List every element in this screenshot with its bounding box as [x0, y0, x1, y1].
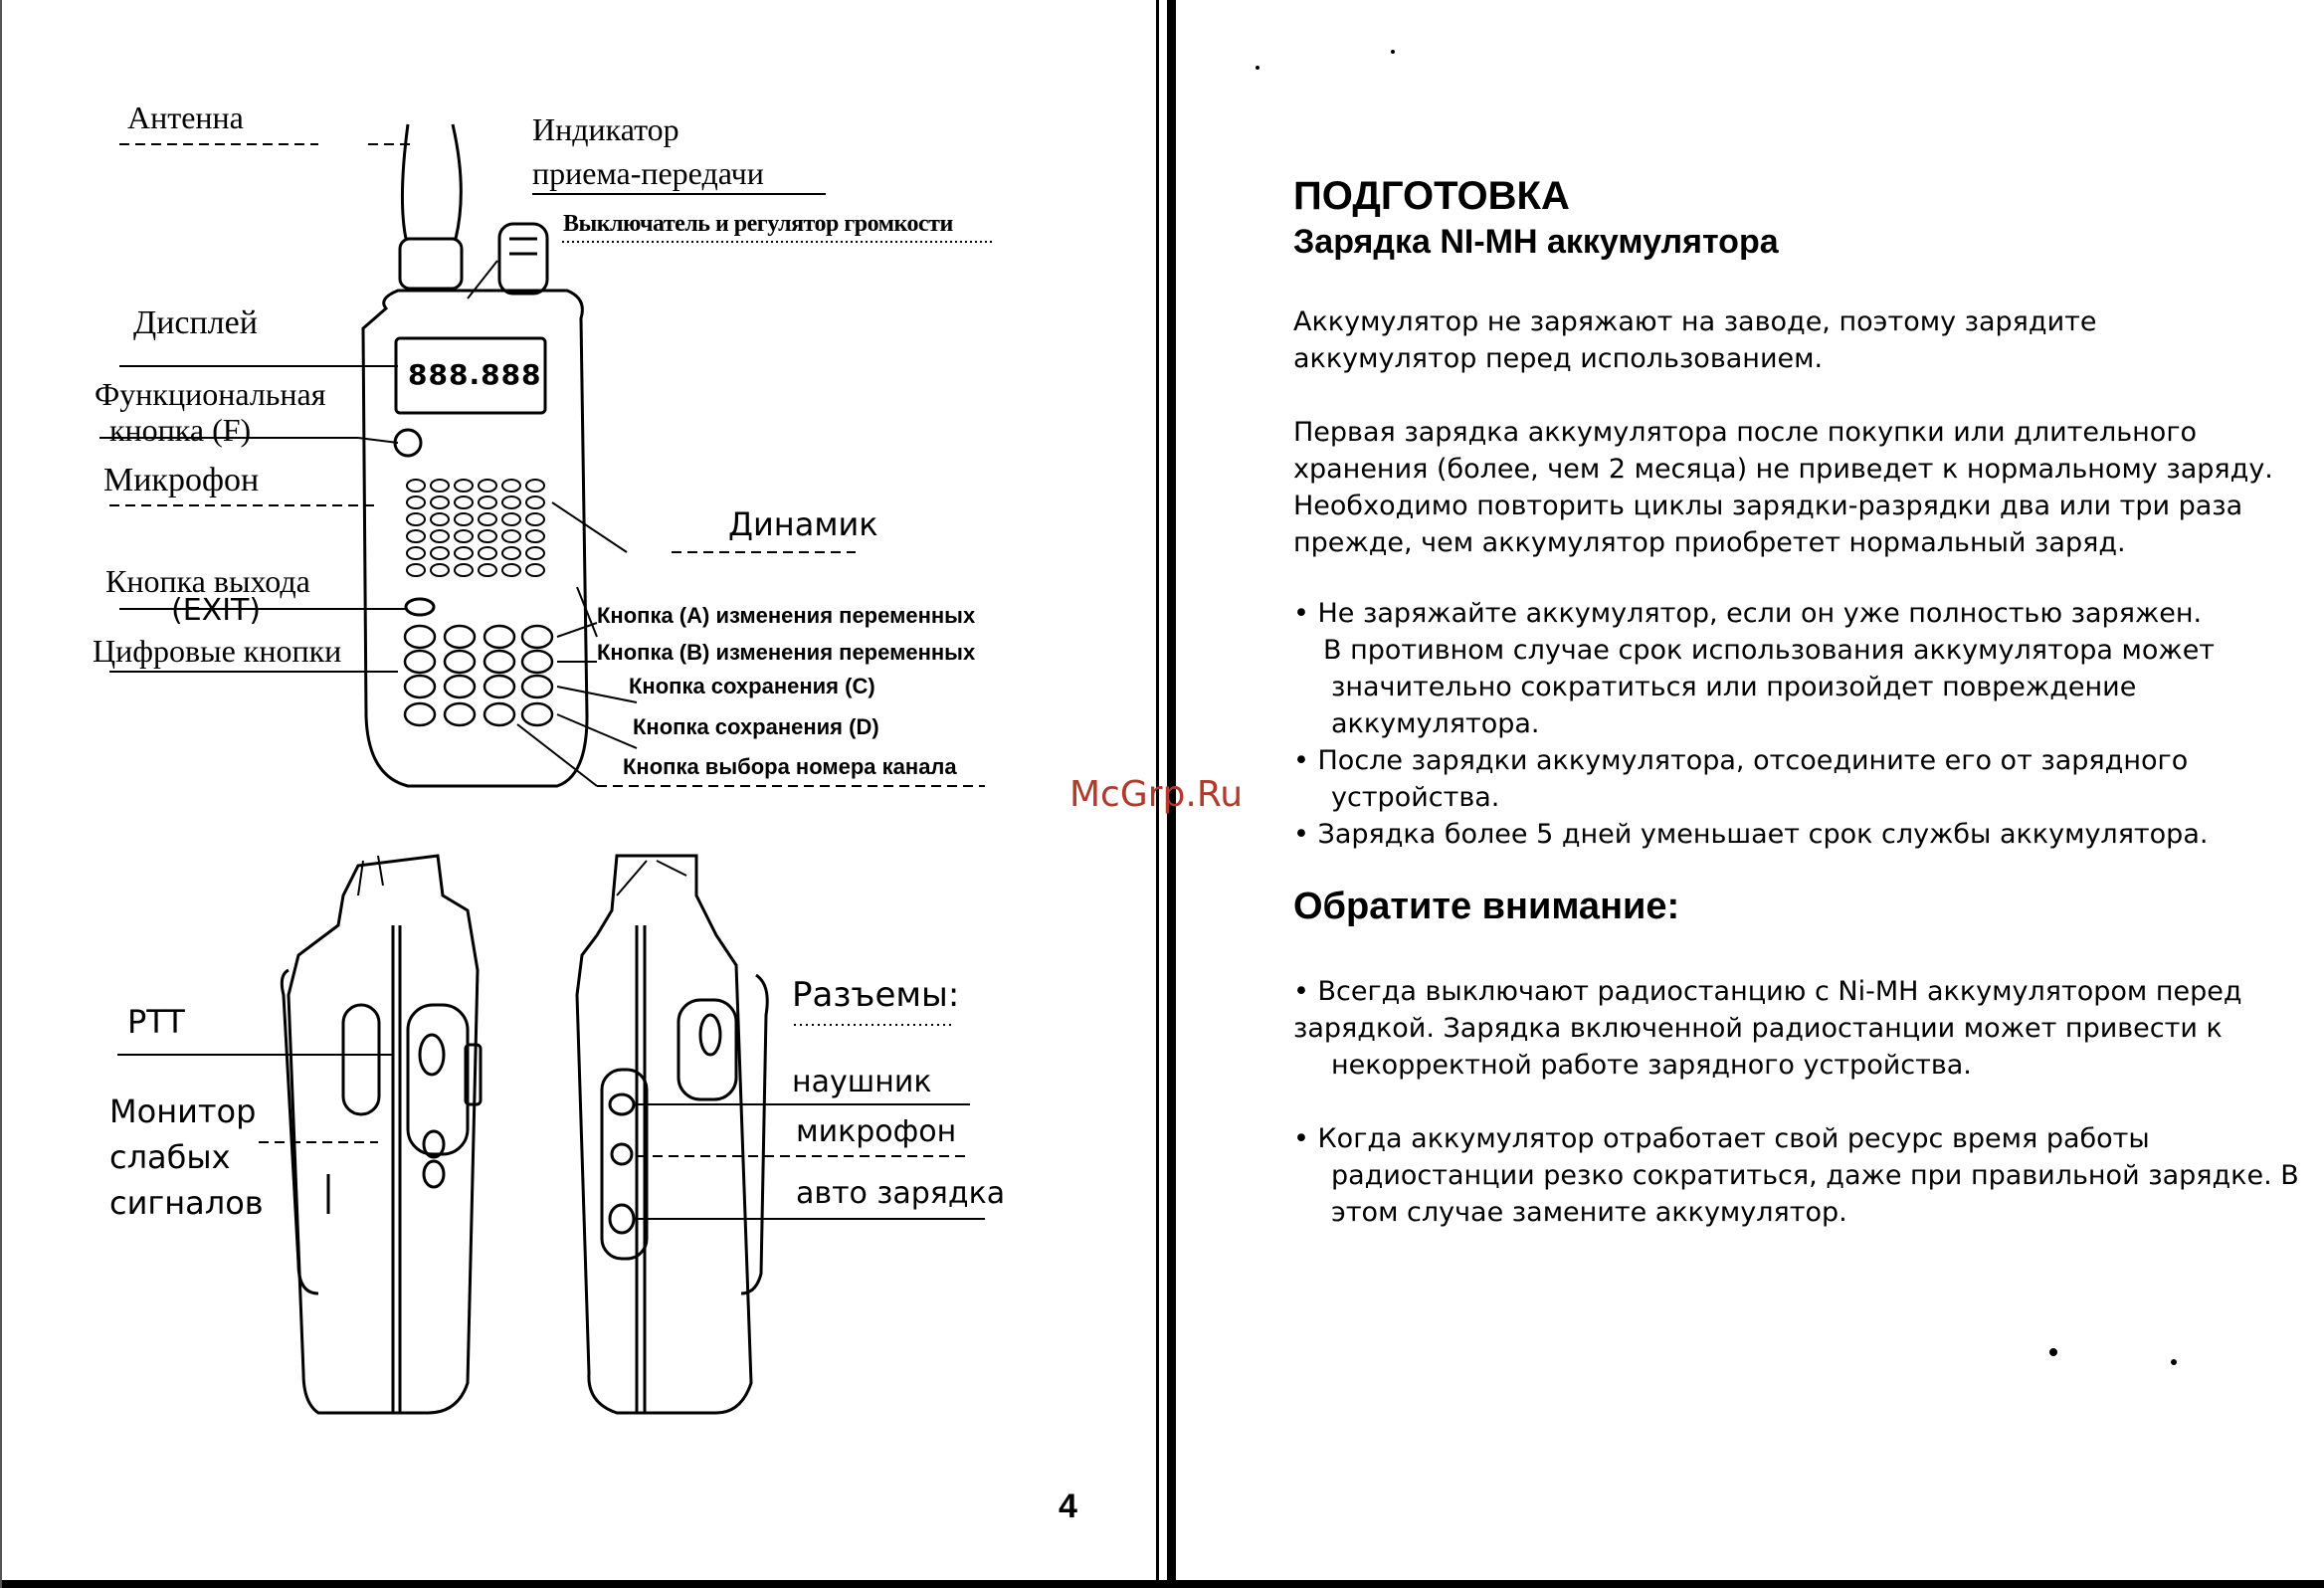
label-monitor-line3: сигналов [109, 1184, 264, 1222]
bullet-continuation: значительно сократиться или произойдет повреждение [1331, 672, 2137, 702]
bullet-continuation: В противном случае срок использования аккумулятора может [1323, 635, 2216, 666]
page-heading: ПОДГОТОВКА [1293, 174, 1570, 218]
label-auto-charge: авто зарядка [796, 1176, 1006, 1211]
label-exit-line2: (EXIT) [171, 593, 262, 628]
label-ptt: PTT [127, 1003, 185, 1041]
display-readout: 888.888 [408, 358, 542, 391]
label-microphone: Микрофон [103, 462, 260, 498]
paragraph-line: Первая зарядка аккумулятора после покупки или длительного [1293, 417, 2198, 448]
bullet-item: • Не заряжайте аккумулятор, если он уже полностью заряжен. [1293, 598, 2203, 629]
bullet-continuation: некорректной работе зарядного устройства. [1331, 1050, 1972, 1081]
label-microphone-jack: микрофон [796, 1114, 957, 1149]
bullet-line: зарядкой. Зарядка включенной радиостанции может привести к [1293, 1013, 2223, 1044]
page-number: 4 [1059, 1488, 1077, 1525]
bullet-continuation: устройства. [1331, 782, 1500, 813]
scan-speck [2171, 1359, 2177, 1365]
label-key-d: Кнопка сохранения (D) [633, 714, 879, 739]
scan-speck [1391, 50, 1395, 54]
bullet-item: • Всегда выключают радиостанцию с Ni-MH аккумулятором перед [1293, 976, 2242, 1007]
paragraph-line: прежде, чем аккумулятор приобретет нормальный заряд. [1293, 527, 2126, 558]
section-subheading: Зарядка NI-MH аккумулятора [1293, 223, 1779, 261]
label-function-line2: кнопка (F) [109, 412, 252, 448]
label-display: Дисплей [133, 304, 258, 341]
paragraph-intro [1293, 303, 2096, 377]
paragraph-first-charge [1293, 414, 2273, 561]
watermark: McGrp.Ru [1069, 774, 1244, 815]
label-monitor-line2: слабых [109, 1138, 231, 1176]
note-heading: Обратите внимание: [1293, 886, 1680, 927]
label-function-line1: Функциональная [95, 376, 326, 412]
label-exit-line1: Кнопка выхода [105, 563, 310, 599]
paragraph-line: хранения (более, чем 2 месяца) не приведет к нормальному заряду. [1293, 454, 2273, 485]
label-indicator-line2: приема-передачи [532, 155, 764, 191]
label-key-a: Кнопка (A) изменения переменных [597, 603, 976, 628]
scan-speck [1256, 66, 1259, 70]
label-key-channel: Кнопка выбора номера канала [623, 754, 957, 779]
bullet-continuation: этом случае замените аккумулятор. [1331, 1197, 1847, 1228]
note-bullets [1293, 973, 2299, 1231]
spacer [1293, 1084, 2299, 1120]
label-headphone: наушник [792, 1065, 932, 1099]
label-volume: Выключатель и регулятор громкости [563, 211, 953, 237]
bullet-item: • Зарядка более 5 дней уменьшает срок службы аккумулятора. [1293, 819, 2209, 850]
paragraph-line: аккумулятор перед использованием. [1293, 343, 1824, 374]
label-antenna: Антенна [127, 99, 244, 135]
scan-speck [2049, 1348, 2057, 1356]
paragraph-line: Необходимо повторить циклы зарядки-разрядки два или три раза [1293, 491, 2243, 521]
label-connectors: Разъемы: [792, 975, 960, 1015]
label-monitor-line1: Монитор [109, 1092, 257, 1130]
label-indicator-line1: Индикатор [532, 111, 679, 147]
bullet-continuation: аккумулятора. [1331, 708, 1540, 739]
bullet-continuation: радиостанции резко сократиться, даже при правильной зарядке. В [1331, 1160, 2299, 1191]
label-digit-keys: Цифровые кнопки [93, 633, 342, 669]
label-key-b: Кнопка (B) изменения переменных [597, 640, 976, 665]
label-speaker: Динамик [728, 505, 878, 543]
radio-front-illustration [0, 0, 1154, 1588]
label-key-c: Кнопка сохранения (C) [629, 674, 875, 698]
charging-bullets [1293, 595, 2215, 853]
bullet-item: • После зарядки аккумулятора, отсоедините его от зарядного [1293, 745, 2189, 776]
paragraph-line: Аккумулятор не заряжают на заводе, поэтому зарядите [1293, 306, 2097, 337]
bullet-item: • Когда аккумулятор отработает свой ресурс время работы [1293, 1123, 2150, 1154]
